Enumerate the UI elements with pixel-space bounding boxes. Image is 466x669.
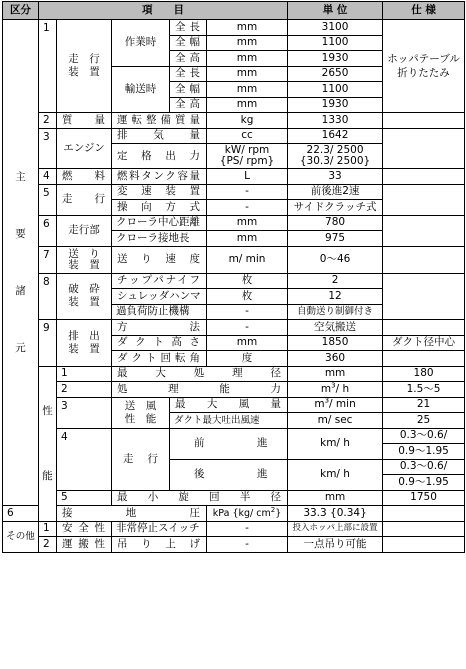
row-number: 2 <box>39 537 57 553</box>
drive-item: 操 向 方 式 <box>112 200 207 216</box>
travel-dim-unit: mm <box>207 20 288 36</box>
header-item: 項 目 <box>39 2 288 20</box>
table-row <box>3 382 465 398</box>
perf-capacity-label: 処 理 能 力 <box>112 382 288 398</box>
perf-reverse-unit: km/ h <box>288 459 383 490</box>
perf-reverse-name: 後 進 <box>170 459 288 490</box>
discharge-unit: - <box>207 320 288 336</box>
engine-displacement-spec: 1642 <box>288 128 383 144</box>
unit-tail: / min <box>329 398 356 411</box>
row-number: 3 <box>39 128 57 169</box>
travel-dim-spec: 3100 <box>288 20 383 36</box>
engine-output-unit-line: {PS/ rpm} <box>219 155 275 167</box>
row-number: 6 <box>39 215 57 246</box>
remark-empty <box>383 521 465 537</box>
discharge-label <box>57 320 112 367</box>
travel-dim-unit: mm <box>207 51 288 67</box>
crusher-unit: - <box>207 304 288 320</box>
feed-label <box>57 246 112 273</box>
crusher-unit: 枚 <box>207 289 288 305</box>
row-number: 6 <box>3 506 39 522</box>
remark-empty <box>383 537 465 553</box>
row-number: 1 <box>39 20 57 113</box>
category-main-char: 元 <box>15 341 26 354</box>
category-main-char: 要 <box>15 227 26 240</box>
category-other: その他 <box>3 521 39 552</box>
travel-dim-spec: 1100 <box>288 82 383 98</box>
category-perf-char: 性 <box>42 404 53 417</box>
drive-unit: - <box>207 184 288 200</box>
row-number: 2 <box>39 113 57 129</box>
travel-dim-name: 全 幅 <box>170 35 207 51</box>
remark-empty <box>383 113 465 129</box>
perf-forward-name: 前 進 <box>170 428 288 459</box>
travel-device-label-line: 装 置 <box>68 66 100 78</box>
perf-capacity-unit <box>288 382 383 398</box>
unit-tail: / h <box>335 382 350 395</box>
crusher-label-line: 装 置 <box>68 296 100 309</box>
perf-travel-label <box>112 428 170 490</box>
undercarriage-unit: mm <box>207 231 288 247</box>
perf-forward-spec-2: 0.9～1.95 <box>383 444 465 460</box>
undercarriage-spec: 975 <box>288 231 383 247</box>
header-unit: 単 位 <box>288 2 383 20</box>
other-safety-label: 安 全 性 <box>57 521 112 537</box>
crusher-spec: 12 <box>288 289 383 305</box>
engine-output-spec-line: 22.3/ 2500 <box>306 144 364 156</box>
travel-device-label-line: 走 行 <box>68 53 100 65</box>
discharge-remark: ダクト径中心 <box>383 335 465 351</box>
perf-capacity-spec: 1.5～5 <box>383 382 465 398</box>
feed-label-line: 送 り <box>68 247 100 260</box>
perf-forward-unit: km/ h <box>288 428 383 459</box>
feed-spec: 0～46 <box>288 246 383 273</box>
travel-dim-unit: mm <box>207 66 288 82</box>
table-row <box>3 113 465 129</box>
remark-empty <box>383 184 465 215</box>
row-number: 7 <box>39 246 57 273</box>
perf-max-diameter-label: 最 大 処 理 径 <box>112 366 288 382</box>
discharge-spec: 1850 <box>288 335 383 351</box>
discharge-unit: mm <box>207 335 288 351</box>
table-row <box>3 169 465 185</box>
table-row <box>3 506 465 522</box>
row-number: 1 <box>57 366 112 382</box>
other-transport-spec: 一点吊り可能 <box>288 537 383 553</box>
perf-travel-label-char: 走 <box>123 452 134 465</box>
perf-reverse-spec-1: 0.3～0.6/ <box>383 459 465 475</box>
row-number: 3 <box>57 397 112 428</box>
spec-table <box>2 1 465 553</box>
discharge-item: ダ ク ト 高 さ <box>112 335 207 351</box>
remark-empty <box>383 246 465 273</box>
perf-airflow-unit <box>288 397 383 413</box>
engine-displacement-name: 排 気 量 <box>112 128 207 144</box>
perf-pressure-unit <box>207 506 288 522</box>
fuel-label: 燃 料 <box>57 169 112 185</box>
table-row <box>3 184 465 200</box>
perf-travel-label-char: 行 <box>147 452 158 465</box>
drive-label: 走 行 <box>57 184 112 215</box>
perf-velocity-name: ダクト最大吐出風速 <box>170 413 288 429</box>
crusher-label-line: 破 砕 <box>68 283 100 296</box>
crusher-item: チップパナイフ <box>112 273 207 289</box>
table-row <box>3 366 465 382</box>
table-row <box>3 428 465 444</box>
engine-displacement-unit: cc <box>207 128 288 144</box>
mass-label: 質 量 <box>57 113 112 129</box>
perf-pressure-spec: 33.3 {0.34} <box>288 506 383 522</box>
other-transport-item: 吊 り 上 げ <box>112 537 207 553</box>
table-row <box>3 128 465 144</box>
engine-output-spec <box>288 144 383 169</box>
category-perf <box>39 366 57 521</box>
perf-blower-label-line: 送 風 <box>124 399 157 412</box>
drive-spec: 前後進2速 <box>288 184 383 200</box>
working-mode-label: 作業時 <box>112 20 170 67</box>
discharge-item: 方 法 <box>112 320 207 336</box>
travel-remark <box>383 20 465 113</box>
undercarriage-unit: mm <box>207 215 288 231</box>
undercarriage-label: 走行部 <box>57 215 112 246</box>
remark-empty <box>383 215 465 246</box>
remark-empty <box>383 128 465 169</box>
perf-blower-label <box>112 397 170 428</box>
remark-empty <box>383 169 465 185</box>
undercarriage-item: クローラ接地長 <box>112 231 207 247</box>
travel-dim-name: 全 長 <box>170 20 207 36</box>
discharge-item: ダ ク ト 回 転 角 <box>112 351 207 367</box>
travel-device-label <box>57 20 112 113</box>
perf-reverse-spec-2: 0.9～1.95 <box>383 475 465 491</box>
feed-label-line: 装 置 <box>68 258 100 271</box>
crusher-unit: 枚 <box>207 273 288 289</box>
category-perf-char: 能 <box>42 469 53 482</box>
mass-unit: kg <box>207 113 288 129</box>
discharge-spec: 360 <box>288 351 383 367</box>
drive-unit: - <box>207 200 288 216</box>
transport-mode-label: 輸送時 <box>112 66 170 113</box>
undercarriage-spec: 780 <box>288 215 383 231</box>
travel-dim-unit: mm <box>207 82 288 98</box>
header-row <box>3 2 465 20</box>
table-row <box>3 537 465 553</box>
row-number: 2 <box>57 382 112 398</box>
travel-dim-name: 全 高 <box>170 97 207 113</box>
travel-dim-unit: mm <box>207 97 288 113</box>
travel-dim-name: 全 高 <box>170 51 207 67</box>
perf-forward-spec-1: 0.3～0.6/ <box>383 428 465 444</box>
row-number: 5 <box>39 184 57 215</box>
travel-dim-spec: 2650 <box>288 66 383 82</box>
perf-turning-unit: mm <box>288 490 383 506</box>
unit-base: kPa {kg/ cm <box>212 507 271 519</box>
table-row <box>3 215 465 231</box>
row-number: 4 <box>39 169 57 185</box>
unit-base: m <box>320 382 332 395</box>
table-row <box>3 490 465 506</box>
perf-airflow-spec: 21 <box>383 397 465 413</box>
unit-superscript: 2 <box>270 505 276 514</box>
perf-blower-label-line: 性 能 <box>124 412 157 425</box>
fuel-unit: L <box>207 169 288 185</box>
perf-max-diameter-spec: 180 <box>383 366 465 382</box>
discharge-label-line: 装 置 <box>68 342 100 355</box>
row-number: 4 <box>57 428 112 490</box>
travel-dim-unit: mm <box>207 35 288 51</box>
crusher-spec: 自動送り制御付き <box>288 304 383 320</box>
discharge-remark <box>383 351 465 367</box>
row-number: 9 <box>39 320 57 367</box>
engine-output-name: 定 格 出 力 <box>112 144 207 169</box>
other-safety-unit: - <box>207 521 288 537</box>
crusher-spec: 2 <box>288 273 383 289</box>
fuel-item: 燃料タンク容量 <box>112 169 207 185</box>
row-number: 5 <box>57 490 112 506</box>
remark-empty <box>383 273 465 320</box>
travel-dim-name: 全 長 <box>170 66 207 82</box>
undercarriage-item: クローラ中心距離 <box>112 215 207 231</box>
header-category: 区分 <box>3 2 39 20</box>
discharge-spec: 空気搬送 <box>288 320 383 336</box>
other-safety-spec: 投入ホッパ上部に設置 <box>288 521 383 537</box>
discharge-label-line: 排 出 <box>68 329 100 342</box>
travel-remark-line: 折りたたみ <box>397 67 450 79</box>
crusher-item: 過負荷防止機構 <box>112 304 207 320</box>
other-transport-label: 運 搬 性 <box>57 537 112 553</box>
discharge-unit: 度 <box>207 351 288 367</box>
perf-velocity-spec: 25 <box>383 413 465 429</box>
crusher-label <box>57 273 112 320</box>
travel-dim-spec: 1930 <box>288 51 383 67</box>
table-row <box>3 397 465 413</box>
table-row <box>3 320 465 336</box>
travel-dim-name: 全 幅 <box>170 82 207 98</box>
category-main-char: 諸 <box>15 284 26 297</box>
fuel-spec: 33 <box>288 169 383 185</box>
perf-pressure-label: 接 地 圧 <box>57 506 207 522</box>
table-row <box>3 20 465 36</box>
category-main <box>3 20 39 506</box>
row-number: 8 <box>39 273 57 320</box>
engine-output-spec-line: {30.3/ 2500} <box>299 155 371 167</box>
header-spec: 仕 様 <box>383 2 465 20</box>
discharge-remark <box>383 320 465 336</box>
unit-tail: } <box>275 507 282 519</box>
unit-superscript: 3 <box>324 397 330 405</box>
perf-airflow-name: 最 大 風 量 <box>170 397 288 413</box>
mass-item: 運転整備質量 <box>112 113 207 129</box>
remark-empty <box>383 506 465 522</box>
travel-dim-spec: 1930 <box>288 97 383 113</box>
drive-item: 変 速 装 置 <box>112 184 207 200</box>
travel-remark-line: ホッパテーブル <box>387 53 460 65</box>
mass-spec: 1330 <box>288 113 383 129</box>
perf-turning-spec: 1750 <box>383 490 465 506</box>
perf-turning-label: 最 小 旋 回 半 径 <box>112 490 288 506</box>
table-row <box>3 273 465 289</box>
other-transport-unit: - <box>207 537 288 553</box>
table-row <box>3 246 465 273</box>
category-main-char: 主 <box>15 170 26 183</box>
crusher-item: シュレッダハンマ <box>112 289 207 305</box>
unit-superscript: 3 <box>331 381 336 390</box>
perf-max-diameter-unit: mm <box>288 366 383 382</box>
drive-spec: サイドクラッチ式 <box>288 200 383 216</box>
unit-base: m <box>314 398 325 411</box>
table-row <box>3 521 465 537</box>
feed-item: 送 り 速 度 <box>112 246 207 273</box>
perf-velocity-unit: m/ sec <box>288 413 383 429</box>
row-number: 1 <box>39 521 57 537</box>
engine-output-unit-line: kW/ rpm <box>224 144 270 156</box>
other-safety-item: 非常停止スイッチ <box>112 521 207 537</box>
travel-dim-spec: 1100 <box>288 35 383 51</box>
engine-output-unit <box>207 144 288 169</box>
feed-unit: m/ min <box>207 246 288 273</box>
engine-label: エンジン <box>57 128 112 169</box>
